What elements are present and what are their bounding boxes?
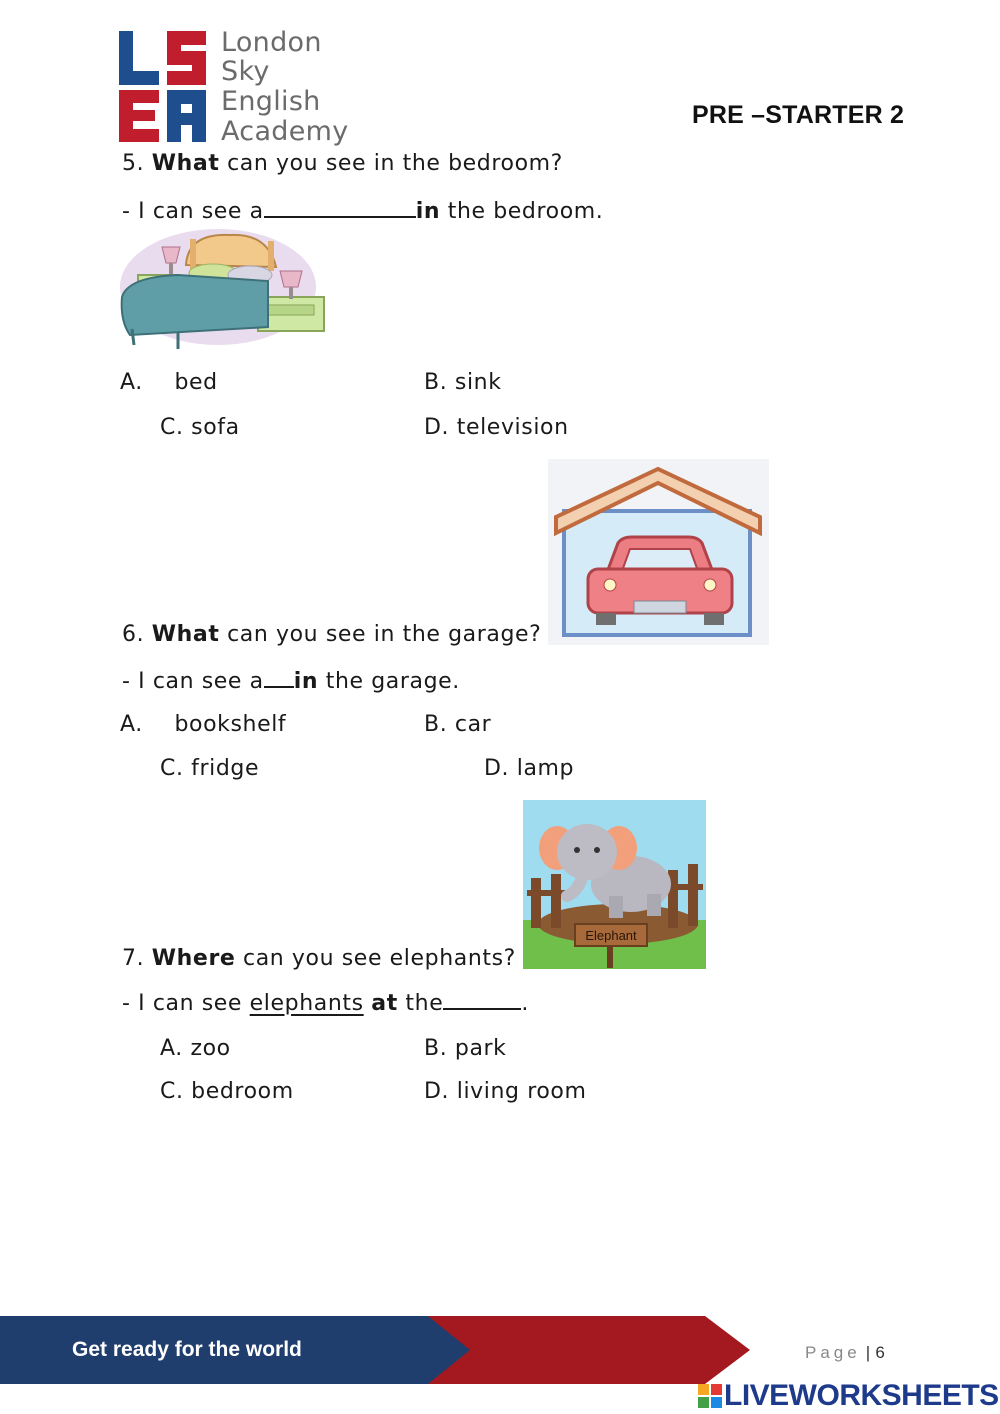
- answer-prefix: - I can see a: [122, 199, 264, 224]
- answer-bold-word: in: [293, 669, 319, 694]
- answer-blank[interactable]: [443, 990, 521, 1010]
- option-letter: B.: [424, 712, 448, 737]
- option-letter: A.: [120, 712, 143, 737]
- option-text: lamp: [516, 756, 575, 781]
- answer-suffix: the garage.: [325, 669, 460, 694]
- question-text: can you see in the bedroom?: [227, 151, 563, 176]
- garage-image: [548, 459, 769, 645]
- option-6a[interactable]: [120, 712, 286, 737]
- page-label: Page: [805, 1343, 861, 1362]
- option-letter: C.: [160, 756, 184, 781]
- option-5a[interactable]: [120, 370, 218, 395]
- logo-word-london: London: [221, 27, 322, 58]
- page-separator: |: [865, 1343, 871, 1362]
- page-indicator: [805, 1343, 885, 1363]
- question-5: [122, 151, 563, 176]
- option-5b[interactable]: [424, 370, 502, 395]
- option-text: television: [456, 415, 569, 440]
- question-text: can you see in the garage?: [227, 622, 542, 647]
- bedroom-image: [118, 225, 333, 355]
- option-6d[interactable]: [484, 756, 574, 781]
- option-7b[interactable]: [424, 1036, 507, 1061]
- option-text: living room: [456, 1079, 587, 1104]
- question-number: 6.: [122, 622, 145, 647]
- elephant-sign-label: Elephant: [585, 928, 637, 943]
- option-letter: A.: [160, 1036, 183, 1061]
- option-5c[interactable]: [160, 415, 240, 440]
- option-text: sofa: [191, 415, 240, 440]
- answer-prefix: - I can see a: [122, 669, 264, 694]
- option-letter: D.: [424, 1079, 450, 1104]
- option-text: car: [454, 712, 492, 737]
- question-keyword: Where: [151, 946, 236, 971]
- logo-word-sky: Sky: [221, 56, 270, 87]
- option-text: bedroom: [191, 1079, 294, 1104]
- question-keyword: What: [151, 151, 220, 176]
- option-letter: B.: [424, 1036, 448, 1061]
- answer-bold-word: in: [415, 199, 441, 224]
- question-7: [122, 946, 516, 971]
- option-text: park: [454, 1036, 507, 1061]
- option-7d[interactable]: [424, 1079, 587, 1104]
- option-letter: D.: [484, 756, 510, 781]
- liveworksheets-text: LIVEWORKSHEETS: [724, 1379, 999, 1412]
- answer-line-5: [122, 198, 603, 224]
- option-text: sink: [454, 370, 502, 395]
- option-5d[interactable]: [424, 415, 569, 440]
- logo-word-english: English: [221, 86, 321, 117]
- option-letter: A.: [120, 370, 143, 395]
- logo-word-academy: Academy: [221, 116, 349, 147]
- footer-slogan: Get ready for the world: [72, 1338, 302, 1361]
- option-6c[interactable]: [160, 756, 259, 781]
- school-logo: [117, 28, 362, 146]
- question-number: 7.: [122, 946, 145, 971]
- option-text: bed: [174, 370, 218, 395]
- elephant-image: [523, 800, 706, 969]
- answer-suffix: the bedroom.: [447, 199, 604, 224]
- option-letter: B.: [424, 370, 448, 395]
- answer-blank[interactable]: [264, 198, 416, 218]
- option-text: bookshelf: [174, 712, 287, 737]
- answer-prefix: - I can see: [122, 991, 243, 1016]
- answer-bold-word: at: [371, 991, 398, 1016]
- answer-suffix: the: [405, 991, 444, 1016]
- question-keyword: What: [151, 622, 220, 647]
- answer-underlined-word: elephants: [249, 991, 364, 1016]
- question-text: can you see elephants?: [243, 946, 516, 971]
- option-letter: C.: [160, 415, 184, 440]
- liveworksheets-brand[interactable]: [698, 1381, 998, 1413]
- page-number: 6: [875, 1343, 885, 1362]
- answer-line-7: [122, 990, 529, 1016]
- question-number: 5.: [122, 151, 145, 176]
- option-letter: C.: [160, 1079, 184, 1104]
- answer-blank[interactable]: [264, 668, 294, 688]
- answer-end: .: [521, 991, 529, 1016]
- question-6: [122, 622, 541, 647]
- option-letter: D.: [424, 415, 450, 440]
- option-7c[interactable]: [160, 1079, 294, 1104]
- option-text: zoo: [190, 1036, 231, 1061]
- logo-mark: [117, 28, 209, 146]
- answer-line-6: [122, 668, 460, 694]
- liveworksheets-logo-icon: [698, 1384, 722, 1408]
- option-text: fridge: [191, 756, 260, 781]
- level-title: PRE –STARTER 2: [692, 101, 905, 129]
- option-6b[interactable]: [424, 712, 491, 737]
- option-7a[interactable]: [160, 1036, 231, 1061]
